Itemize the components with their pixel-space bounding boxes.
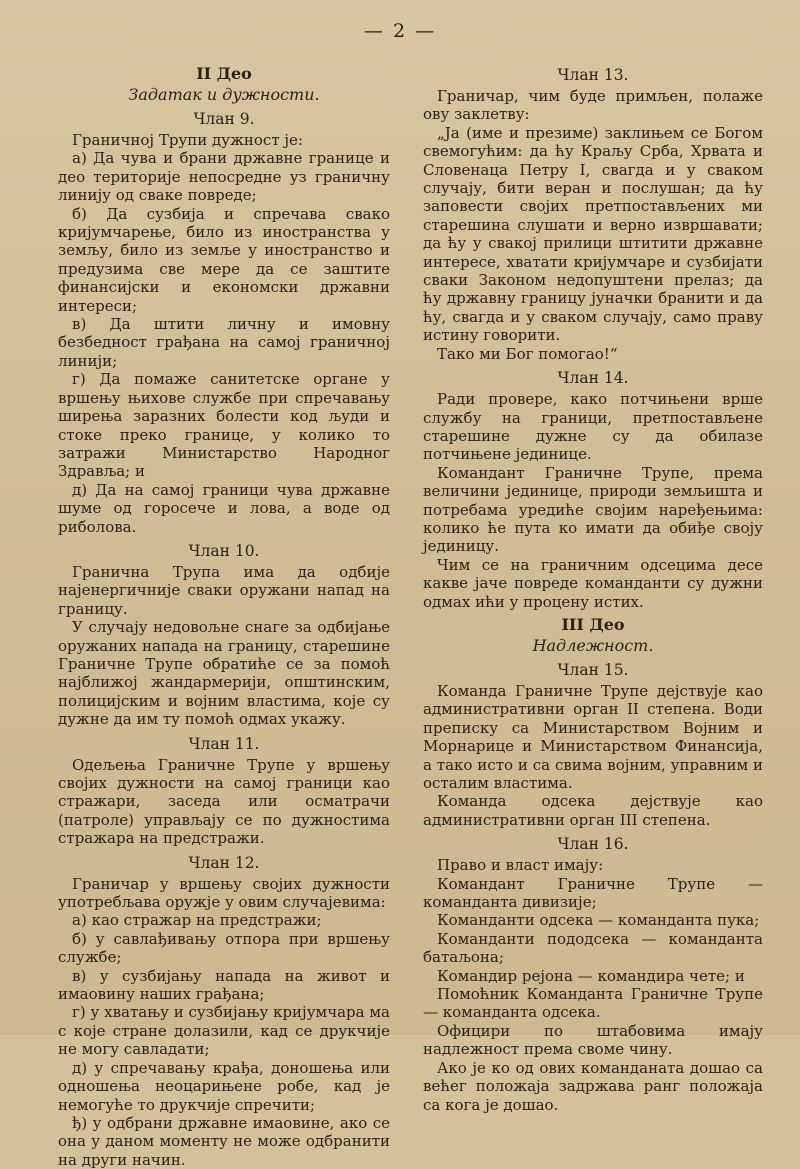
part-subtitle: Надлежност. (532, 635, 654, 655)
article-heading: Члан 13. (557, 66, 629, 84)
article-heading: Члан 11. (188, 734, 260, 753)
paragraph: Гранична Трупа има да одбије најенергичније сваки оружани напад на границу. (58, 562, 390, 618)
paragraph: г) Да помаже санитетске органе у вршењу њихове службе при спречавању ширења заразних болести код људи и стоке преко границе, у колико то затражи Министарство Народног Здравља; и (58, 370, 390, 481)
article-heading: Члан 12. (188, 853, 260, 872)
paragraph: Граничар, чим буде примљен, полаже ову заклетву: (423, 87, 763, 124)
article-heading: Члан 10. (188, 541, 260, 560)
paragraph: Командир рејона — командира чете; и (437, 966, 745, 985)
part-title: II Део (196, 64, 252, 83)
paragraph: а) Да чува и брани државне границе и део територије непосредне уз граничну линију од сваке повреде; (58, 149, 390, 205)
paragraph: Право и власт имају: (437, 856, 604, 875)
paragraph: Граничар у вршењу својих дужности употребљава оружје у овим случајевима: (58, 874, 390, 912)
paragraph: У случају недовољне снаге за одбијање оружаних напада на границу, старешине Граничне Трупе обратиће се за помоћ најближој жандармерији, општинским, полицијским и војним властима, које су дужне да им ту помоћ одмах укажу. (58, 618, 390, 729)
paragraph: Граничној Трупи дужност је: (72, 131, 303, 149)
article-heading: Члан 9. (193, 110, 255, 128)
paragraph: Команданти пододсека — команданта батаљона; (423, 929, 763, 967)
paragraph: Чим се на граничним одсецима десе какве јаче повреде команданти су дужни одмах ићи у процену истих. (423, 555, 763, 611)
paragraph: ђ) у одбрани државне имаовине, ако се она у даном моменту не може одбранити на други начин. (58, 1113, 390, 1169)
paragraph: Официри по штабовима имају надлежност према своме чину. (423, 1021, 763, 1059)
paragraph: в) у сузбијању напада на живот и имаовину наших грађана; (58, 966, 390, 1004)
article-heading: Члан 16. (557, 835, 629, 854)
right-column (423, 60, 763, 1114)
paragraph: а) као стражар на предстражи; (72, 911, 322, 930)
paragraph: Команда Граничне Трупе дејствује као административни орган II степена. Води преписку са Министарством Војним и Морнарице и Министарством Финансија, а тако исто и са свима војним, управним и осталим властима. (423, 681, 763, 792)
article-heading: Члан 14. (557, 369, 629, 388)
part-subtitle: Задатак и дужности. (128, 85, 320, 104)
left-column (58, 60, 390, 1169)
paragraph: г) у хватању и сузбијању кријумчара ма с које стране долазили, кад се друкчије не могу савладати; (58, 1003, 390, 1059)
paragraph: Помоћник Команданта Граничне Трупе — команданта одсека. (423, 985, 763, 1022)
paragraph: в) Да штити личну и имовну безбедност грађана на самој граничној линији; (58, 315, 390, 370)
paragraph: д) у спречавању крађа, доношења или одношења неоцарињене робе, кад је немогуће то друкчије спречити; (58, 1058, 390, 1114)
paragraph: б) Да сузбија и спречава свако кријумчарење, било из иностранства у земљу, било из земље у иностранство и предузима све мере да се заштите финансијски и економски државни интереси; (58, 204, 390, 315)
paragraph: б) у савлађивању отпора при вршењу службе; (58, 929, 390, 967)
paragraph: Ако је ко од ових команданата дошао са већег положаја задржава ранг положаја са кога је дошао. (423, 1058, 763, 1114)
oath-paragraph: „Ја (име и презиме) заклињем се Богом свемогућим: да ћу Краљу Срба, Хрвата и Словенаца Петру I, свагда и у сваком случају, бити веран и послушан; да ћу заповести својих претпостављених ми старешина слушати и верно извршавати; да ћу у свакој прилици штитити државне интересе, хватати кријумчаре и сузбијати сваки Законом недопуштени прелаз; да ћу државну границу јуначки бранити и да ћу, свагда и у сваком случају, само праву истину говорити. (423, 123, 763, 345)
paragraph: Командант Граничне Трупе — команданта дивизије; (423, 874, 763, 912)
paragraph: Тако ми Бог помогао!“ (437, 344, 618, 363)
paragraph: Команданти одсека — команданта пука; (437, 911, 760, 930)
article-heading: Члан 15. (557, 660, 629, 679)
paragraph: Одељења Граничне Трупе у вршењу својих дужности на самој граници као стражари, заседа или осматрачи (патроле) управљају се по дужностима стражара на предстражи. (58, 755, 390, 848)
paragraph: д) Да на самој граници чува државне шуме од горосече и лова, а воде од риболова. (58, 480, 390, 536)
page-number: — 2 — (363, 20, 437, 42)
paragraph: Команда одсека дејствује као административни орган III степена. (423, 792, 763, 829)
paragraph: Ради провере, како потчињени врше службу на граници, претпостављене старешине дужне су да обилазе потчињене јединице. (423, 390, 763, 464)
paragraph: Командант Граничне Трупе, према величини јединице, природи земљишта и потребама уредиће својим наређењима: колико ће пута ко имати да обиђе своју јединицу. (423, 463, 763, 556)
part-title: III Део (561, 614, 625, 634)
